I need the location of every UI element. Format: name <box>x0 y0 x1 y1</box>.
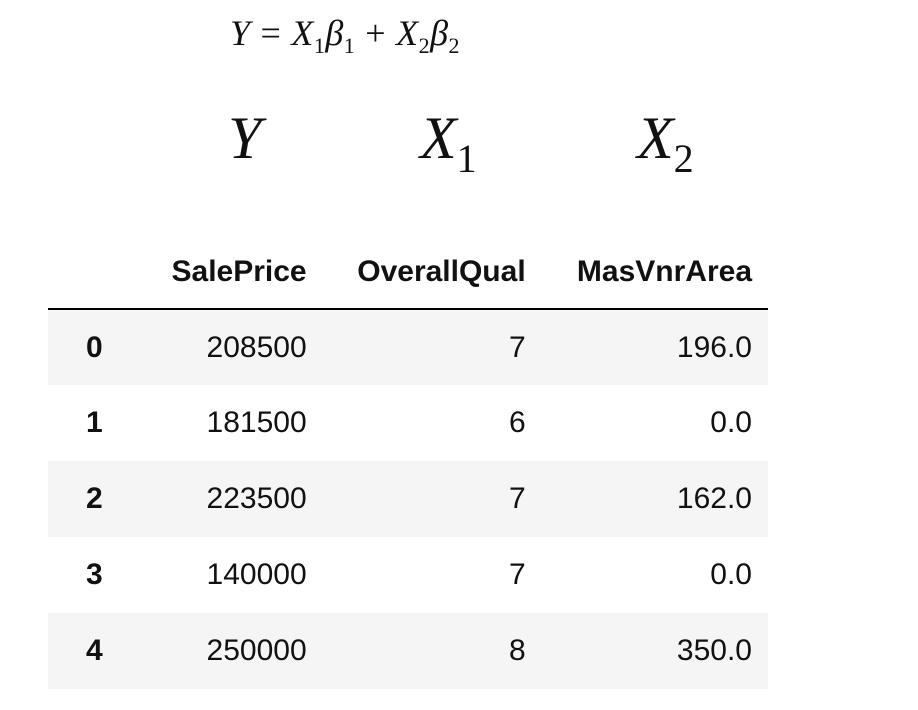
column-header-masvnrarea: MasVnrArea <box>542 236 768 309</box>
eq-beta2-sub: 2 <box>448 33 461 58</box>
cell-masvnrarea: 196.0 <box>676 330 752 364</box>
variable-x1-label <box>420 105 477 181</box>
eq-plus: + <box>365 13 387 53</box>
variable-x2-label <box>637 105 694 181</box>
var-x2-subscript: 2 <box>673 136 694 181</box>
cell-saleprice: 181500 <box>206 406 307 439</box>
row-index: 4 <box>86 634 103 667</box>
cell-masvnrarea: 162.0 <box>676 482 752 515</box>
cell-overallqual: 7 <box>508 558 526 591</box>
row-index: 2 <box>86 482 103 515</box>
var-x2-symbol: X <box>637 105 674 171</box>
eq-y: Y <box>230 13 251 53</box>
eq-equals: = <box>260 13 282 53</box>
cell-masvnrarea: 350.0 <box>676 634 752 667</box>
cell-masvnrarea: 0.0 <box>710 406 752 439</box>
regression-equation <box>230 12 461 58</box>
cell-overallqual: 7 <box>508 330 526 364</box>
row-index: 1 <box>86 406 103 439</box>
cell-overallqual: 6 <box>508 406 526 439</box>
cell-saleprice: 208500 <box>206 330 307 364</box>
cell-saleprice: 250000 <box>206 634 307 667</box>
cell-saleprice: 223500 <box>206 482 307 515</box>
var-y-symbol: Y <box>228 105 262 171</box>
table-row <box>48 537 768 613</box>
var-x1-symbol: X <box>420 105 457 171</box>
eq-beta1-sub: 1 <box>343 33 356 58</box>
var-x1-subscript: 1 <box>456 136 477 181</box>
eq-x1: X <box>291 13 314 53</box>
table-row <box>48 385 768 461</box>
eq-x2: X <box>396 13 419 53</box>
dataframe-table <box>48 236 768 689</box>
table-row <box>48 461 768 537</box>
table-header-row <box>48 236 768 309</box>
eq-x2-sub: 2 <box>418 33 431 58</box>
eq-beta2: β <box>430 13 449 53</box>
cell-overallqual: 7 <box>508 482 526 515</box>
column-header-overallqual: OverallQual <box>323 236 542 309</box>
eq-x1-sub: 1 <box>313 33 326 58</box>
column-header-saleprice: SalePrice <box>140 236 323 309</box>
table-row <box>48 309 768 385</box>
row-index: 3 <box>86 558 103 591</box>
cell-overallqual: 8 <box>508 634 526 667</box>
row-index: 0 <box>86 330 103 364</box>
cell-saleprice: 140000 <box>206 558 307 591</box>
index-header <box>48 236 140 309</box>
eq-beta1: β <box>325 13 344 53</box>
cell-masvnrarea: 0.0 <box>710 558 752 591</box>
table-row <box>48 613 768 689</box>
variable-y-label <box>228 105 262 171</box>
